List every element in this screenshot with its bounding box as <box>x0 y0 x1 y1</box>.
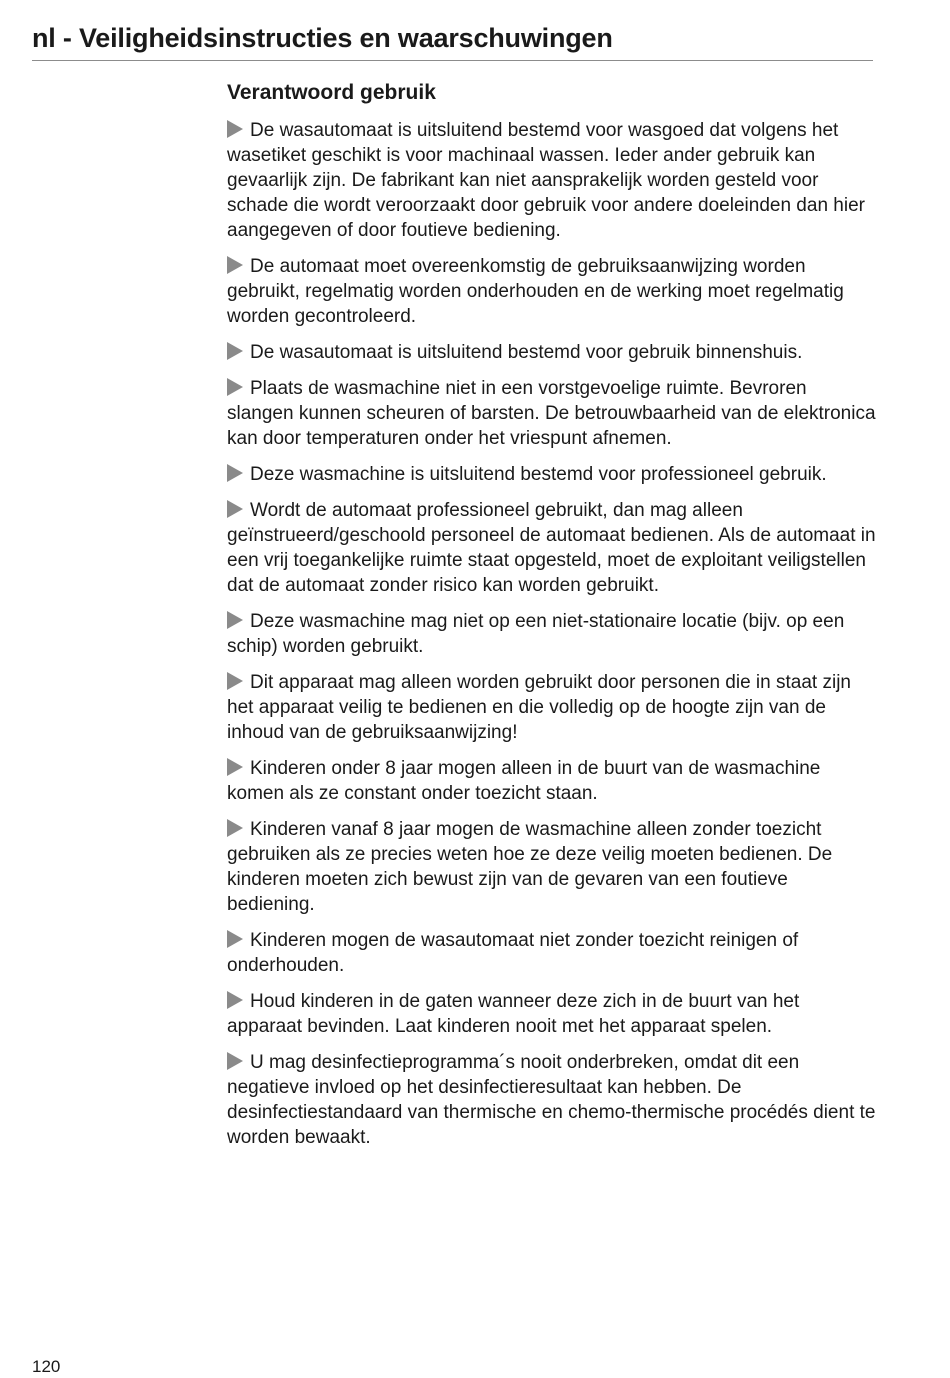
triangle-right-icon <box>227 758 243 776</box>
instruction-text: Dit apparaat mag alleen worden gebruikt door personen die in staat zijn het apparaat veilig te bedienen en die volledig op de hoogte zijn van de inhoud van de gebruiksaanwijzing! <box>227 672 851 743</box>
instruction-text: Deze wasmachine mag niet op een niet-stationaire locatie (bijv. op een schip) worden gebruikt. <box>227 611 845 657</box>
triangle-right-icon <box>227 256 243 274</box>
instruction-list <box>227 118 877 1150</box>
instruction-item <box>227 756 877 806</box>
instruction-item <box>227 462 877 487</box>
instruction-text: Houd kinderen in de gaten wanneer deze zich in de buurt van het apparaat bevinden. Laat kinderen nooit met het apparaat spelen. <box>227 991 800 1037</box>
triangle-right-icon <box>227 819 243 837</box>
triangle-right-icon <box>227 1052 243 1070</box>
instruction-item <box>227 254 877 329</box>
instruction-item <box>227 989 877 1039</box>
instruction-item <box>227 817 877 917</box>
page-header <box>32 18 873 61</box>
triangle-right-icon <box>227 991 243 1009</box>
triangle-right-icon <box>227 672 243 690</box>
instruction-text: U mag desinfectieprogramma´s nooit onderbreken, omdat dit een negatieve invloed op het desinfectieresultaat kan hebben. De desinfectiestandaard van thermische en chemo-thermische procédés dient te worden bewaakt. <box>227 1052 876 1148</box>
triangle-right-icon <box>227 378 243 396</box>
instruction-text: Kinderen vanaf 8 jaar mogen de wasmachine alleen zonder toezicht gebruiken als ze precies weten hoe ze deze veilig moeten bedienen. De kinderen moeten zich bewust zijn van de gevaren van een foutieve bediening. <box>227 819 833 915</box>
instruction-item <box>227 928 877 978</box>
main-content <box>227 78 877 1161</box>
section-heading: Verantwoord gebruik <box>227 81 436 104</box>
instruction-item <box>227 340 877 365</box>
instruction-text: Plaats de wasmachine niet in een vorstgevoelige ruimte. Bevroren slangen kunnen scheuren of barsten. De betrouwbaarheid van de elektronica kan door temperaturen onder het vriespunt afnemen. <box>227 378 876 449</box>
instruction-item <box>227 118 877 243</box>
instruction-text: De wasautomaat is uitsluitend bestemd voor wasgoed dat volgens het wasetiket geschikt is voor machinaal wassen. Ieder ander gebruik kan gevaarlijk zijn. De fabrikant kan niet aansprakelijk worden gesteld voor schade die wordt veroorzaakt door gebruik voor andere doeleinden dan hier aangegeven of door foutieve bediening. <box>227 120 865 241</box>
triangle-right-icon <box>227 930 243 948</box>
page-number: 120 <box>32 1357 61 1376</box>
instruction-text: Kinderen onder 8 jaar mogen alleen in de buurt van de wasmachine komen als ze constant onder toezicht staan. <box>227 758 821 804</box>
instruction-item <box>227 609 877 659</box>
instruction-item <box>227 670 877 745</box>
triangle-right-icon <box>227 500 243 518</box>
page-title: nl - Veiligheidsinstructies en waarschuwingen <box>32 23 613 53</box>
triangle-right-icon <box>227 342 243 360</box>
instruction-text: Wordt de automaat professioneel gebruikt, dan mag alleen geïnstrueerd/geschoold personeel de automaat bedienen. Als de automaat in een vrij toegankelijke ruimte staat opgesteld, moet de exploitant veiligstellen dat de automaat zonder risico kan worden gebruikt. <box>227 500 876 596</box>
instruction-item <box>227 376 877 451</box>
instruction-text: De wasautomaat is uitsluitend bestemd voor gebruik binnenshuis. <box>250 342 803 363</box>
triangle-right-icon <box>227 611 243 629</box>
instruction-text: Deze wasmachine is uitsluitend bestemd voor professioneel gebruik. <box>250 464 827 485</box>
triangle-right-icon <box>227 464 243 482</box>
instruction-item <box>227 1050 877 1150</box>
instruction-text: De automaat moet overeenkomstig de gebruiksaanwijzing worden gebruikt, regelmatig worden onderhouden en de werking moet regelmatig worden gecontroleerd. <box>227 256 844 327</box>
triangle-right-icon <box>227 120 243 138</box>
instruction-text: Kinderen mogen de wasautomaat niet zonder toezicht reinigen of onderhouden. <box>227 930 799 976</box>
instruction-item <box>227 498 877 598</box>
